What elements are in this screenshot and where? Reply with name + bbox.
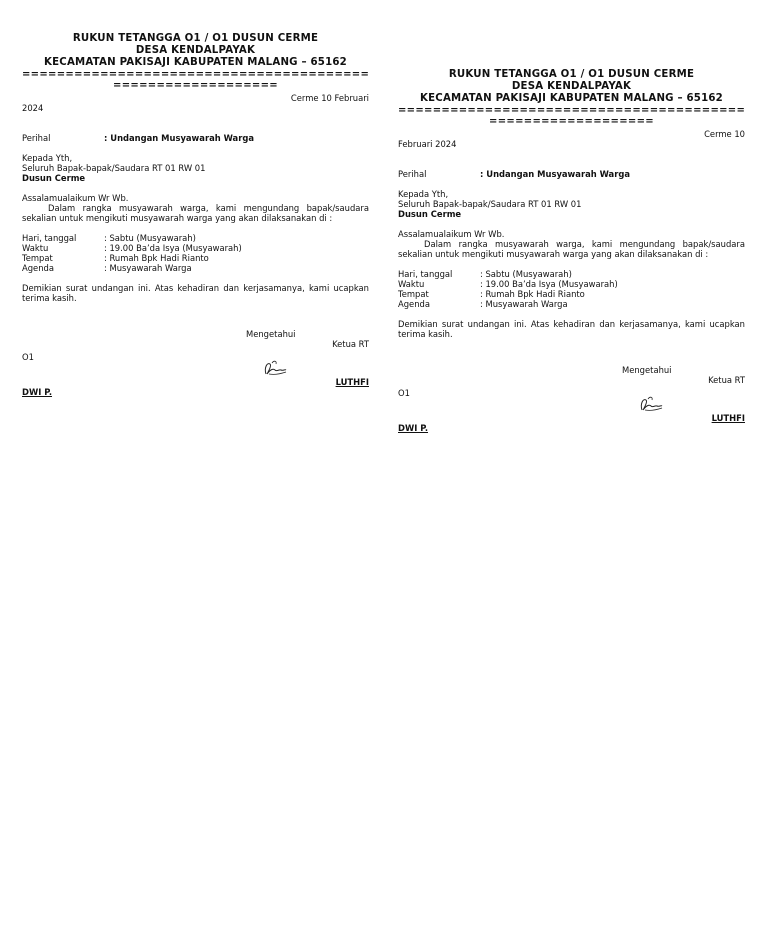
closing-paragraph: Demikian surat undangan ini. Atas kehadiran dan kerjasamanya, kami ucapkan terima kasih. [22, 283, 369, 303]
kepada-label: Kepada Yth, [398, 189, 449, 199]
detail-key: Agenda [22, 263, 54, 273]
rule-line2: =================== [113, 80, 278, 91]
detail-key: Waktu [398, 279, 425, 289]
recipient-line: Seluruh Bapak-bapak/Saudara RT 01 RW 01 [22, 163, 206, 173]
detail-key: Hari, tanggal [398, 269, 453, 279]
detail-value: : Rumah Bpk Hadi Rianto [480, 289, 585, 299]
detail-value: : Rumah Bpk Hadi Rianto [104, 253, 209, 263]
detail-key: Tempat [398, 289, 429, 299]
recipient-line: Seluruh Bapak-bapak/Saudara RT 01 RW 01 [398, 199, 582, 209]
date-line1: Cerme 10 Februari [290, 93, 369, 103]
perihal-row [398, 169, 745, 179]
detail-row [22, 253, 369, 263]
date-line2: 2024 [22, 103, 44, 113]
perihal-value: : Undangan Musyawarah Warga [104, 133, 254, 143]
signature-row [22, 349, 369, 377]
header-line1: RUKUN TETANGGA O1 / O1 DUSUN CERME [72, 33, 319, 44]
detail-value: : 19.00 Ba’da Isya (Musyawarah) [104, 243, 242, 253]
rule-line2: =================== [489, 116, 654, 127]
ketua-rt-label: Ketua RT [708, 375, 745, 385]
rule-line1: ======================================== [22, 69, 369, 80]
detail-row [22, 263, 369, 273]
mengetahui-label: Mengetahui [246, 329, 296, 339]
detail-row [398, 269, 745, 279]
perihal-label: Perihal [22, 133, 51, 143]
rt-number: O1 [22, 352, 34, 362]
rule-line1: ======================================== [398, 105, 745, 116]
body-paragraph: Dalam rangka musyawarah warga, kami mengundang bapak/saudara sekalian untuk mengikuti musyawarah warga yang akan dilaksanakan di : [398, 239, 745, 259]
detail-value: : 19.00 Ba’da Isya (Musyawarah) [480, 279, 618, 289]
other-name: DWI P. [22, 387, 53, 397]
date-line2: Februari 2024 [398, 139, 457, 149]
closing-paragraph: Demikian surat undangan ini. Atas kehadiran dan kerjasamanya, kami ucapkan terima kasih. [398, 319, 745, 339]
signature-icon [262, 357, 288, 377]
detail-row [398, 299, 745, 309]
header-line3: KECAMATAN PAKISAJI KABUPATEN MALANG – 65162 [44, 57, 347, 68]
header-line3: KECAMATAN PAKISAJI KABUPATEN MALANG – 65162 [420, 93, 723, 104]
dusun-line: Dusun Cerme [398, 209, 462, 219]
rt-number: O1 [398, 388, 410, 398]
detail-key: Agenda [398, 299, 430, 309]
perihal-row [22, 133, 369, 143]
other-name: DWI P. [398, 423, 429, 433]
signature-icon [638, 393, 664, 413]
header-line2: DESA KENDALPAYAK [511, 81, 632, 92]
ketua-rt-label: Ketua RT [332, 339, 369, 349]
detail-value: : Musyawarah Warga [104, 263, 192, 273]
dusun-line: Dusun Cerme [22, 173, 86, 183]
detail-key: Waktu [22, 243, 49, 253]
detail-value: : Musyawarah Warga [480, 299, 568, 309]
greeting: Assalamualaikum Wr Wb. [22, 193, 129, 203]
greeting: Assalamualaikum Wr Wb. [398, 229, 505, 239]
perihal-value: : Undangan Musyawarah Warga [480, 169, 630, 179]
header-line1: RUKUN TETANGGA O1 / O1 DUSUN CERME [448, 69, 695, 80]
letter-right [398, 69, 745, 433]
signature-row [398, 385, 745, 413]
ketua-name: LUTHFI [335, 377, 369, 387]
detail-row [22, 233, 369, 243]
kepada-label: Kepada Yth, [22, 153, 73, 163]
letter-left [22, 33, 369, 397]
mengetahui-label: Mengetahui [622, 365, 672, 375]
date-line1: Cerme 10 [704, 129, 745, 139]
detail-row [398, 289, 745, 299]
ketua-name: LUTHFI [711, 413, 745, 423]
perihal-label: Perihal [398, 169, 427, 179]
detail-value: : Sabtu (Musyawarah) [480, 269, 572, 279]
detail-key: Tempat [22, 253, 53, 263]
detail-key: Hari, tanggal [22, 233, 77, 243]
detail-row [22, 243, 369, 253]
body-paragraph: Dalam rangka musyawarah warga, kami mengundang bapak/saudara sekalian untuk mengikuti musyawarah warga yang akan dilaksanakan di : [22, 203, 369, 223]
header-line2: DESA KENDALPAYAK [135, 45, 256, 56]
detail-value: : Sabtu (Musyawarah) [104, 233, 196, 243]
detail-row [398, 279, 745, 289]
